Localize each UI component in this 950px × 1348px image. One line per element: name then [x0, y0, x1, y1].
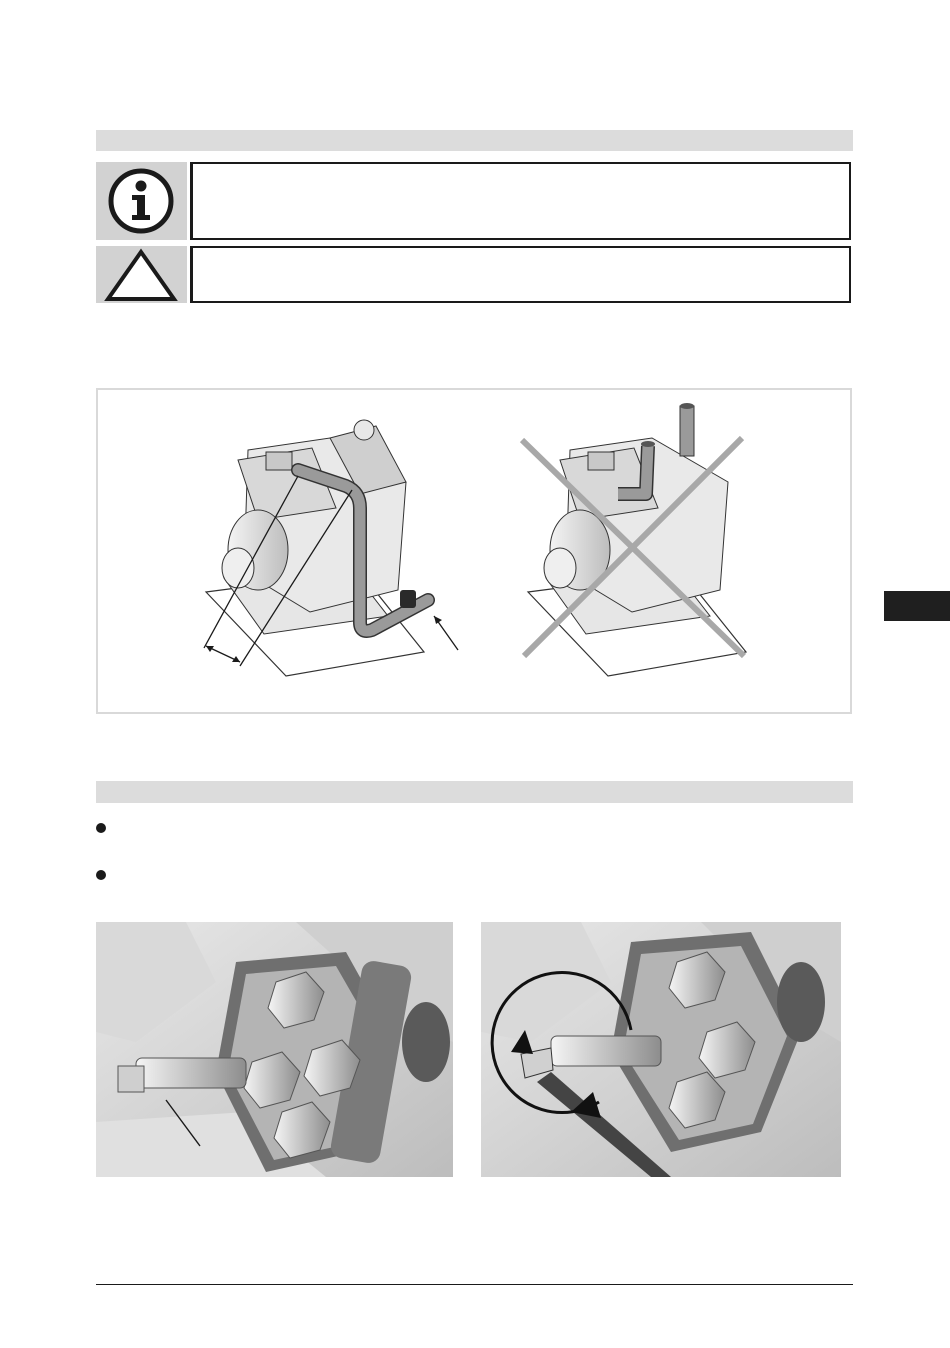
warning-icon [96, 246, 187, 303]
bullet-point [96, 870, 106, 880]
pipe-routing-figure [96, 388, 852, 714]
info-icon [96, 162, 187, 240]
chapter-tab [884, 591, 950, 621]
section-heading-band [96, 781, 853, 803]
bullet-point [96, 823, 106, 833]
warning-note [190, 246, 851, 303]
compressor-incorrect-illustration [522, 403, 746, 676]
valve-spindle-photo [96, 922, 453, 1177]
section-heading-band [96, 130, 853, 151]
compressor-correct-illustration [204, 420, 458, 676]
footer-rule [96, 1284, 853, 1285]
info-note [190, 162, 851, 240]
wrench-opening-photo [481, 922, 841, 1177]
